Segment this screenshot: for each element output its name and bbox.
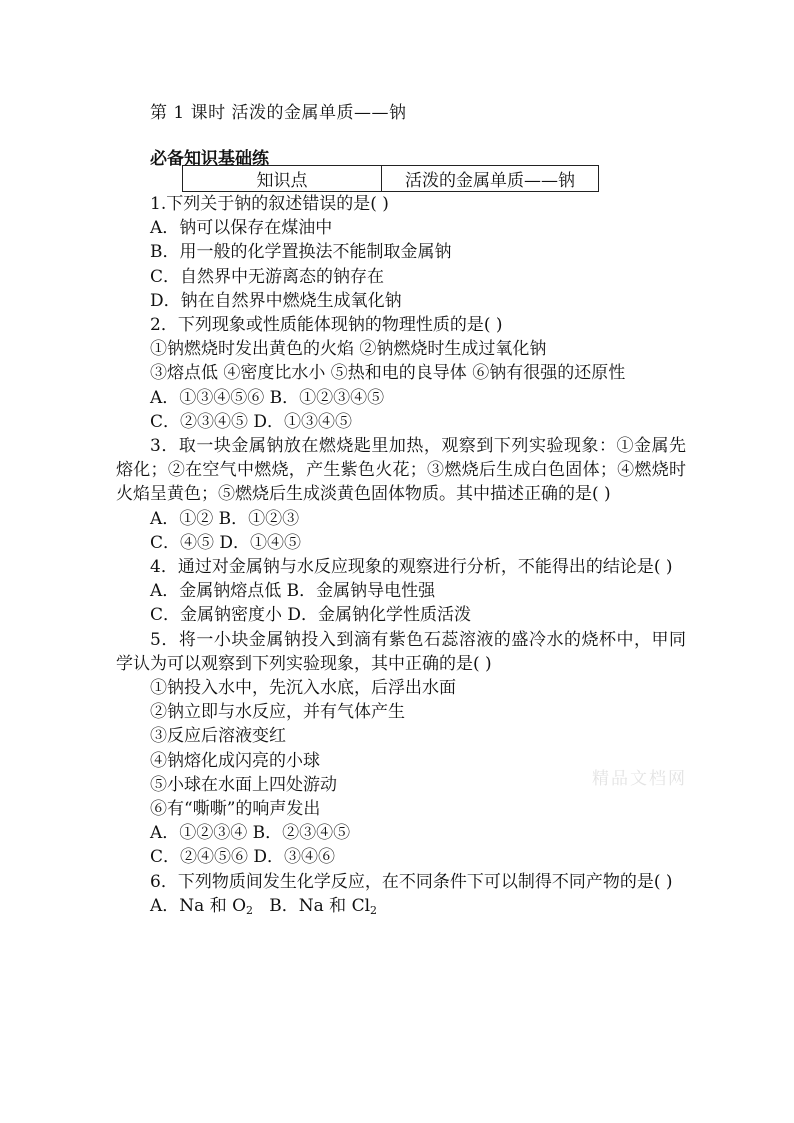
topic-table — [182, 165, 599, 192]
q1-option-b: B．用一般的化学置换法不能制取金属钠 — [150, 242, 452, 263]
q3-options-cd: C．④⑤ D．①④⑤ — [150, 532, 302, 553]
q5-statement-6: ⑥有“嘶嘶”的响声发出 — [150, 799, 321, 820]
q4-options-ab: A．金属钠熔点低 B．金属钠导电性强 — [150, 581, 436, 602]
topic-label-cell: 知识点 — [183, 166, 382, 192]
q5-statement-5: ⑤小球在水面上四处游动 — [150, 774, 337, 795]
q5-statement-3: ③反应后溶液变红 — [150, 726, 286, 747]
q5-options-ab: A．①②③④ B．②③④⑤ — [150, 823, 351, 844]
q4-options-cd: C．金属钠密度小 D．金属钠化学性质活泼 — [150, 605, 472, 626]
q5-statement-4: ④钠熔化成闪亮的小球 — [150, 750, 320, 771]
q3-stem: 3．取一块金属钠放在燃烧匙里加热，观察到下列实验现象：①金属先熔化；②在空气中燃烧，产生紫色火花；③燃烧后生成白色固体；④燃烧时火焰呈黄色；⑤燃烧后生成淡黄色固体物质。其中描述正确的是( ) — [116, 436, 686, 505]
q5-statement-2: ②钠立即与水反应，并有气体产生 — [150, 702, 405, 723]
q6-option-a-subscript: 2 — [246, 903, 254, 917]
q5-stem: 5．将一小块金属钠投入到滴有紫色石蕊溶液的盛冷水的烧杯中，甲同学认为可以观察到下列实验现象，其中正确的是( ) — [116, 629, 686, 674]
q5-options-cd: C．②④⑤⑥ D．③④⑥ — [150, 847, 336, 868]
lesson-title: 第 1 课时 活泼的金属单质——钠 — [150, 103, 407, 123]
q6-option-b-subscript: 2 — [370, 903, 378, 917]
q5-statement-1: ①钠投入水中，先沉入水底，后浮出水面 — [150, 678, 456, 699]
questions — [116, 192, 686, 918]
watermark: 精品文档网 — [592, 769, 687, 789]
q4-stem: 4．通过对金属钠与水反应现象的观察进行分析，不能得出的结论是( ) — [150, 557, 673, 578]
q6-option-b: B．Na 和 Cl — [253, 895, 371, 916]
q1-option-d: D．钠在自然界中燃烧生成氧化钠 — [150, 290, 402, 311]
q2-options-ab: A．①③④⑤⑥ B．①②③④⑤ — [150, 387, 385, 408]
q6-stem: 6．下列物质间发生化学反应，在不同条件下可以制得不同产物的是( ) — [150, 871, 673, 892]
q1-option-c: C．自然界中无游离态的钠存在 — [150, 266, 385, 287]
q1-option-a: A．钠可以保存在煤油中 — [150, 218, 333, 239]
q6-option-a: A．Na 和 O — [150, 895, 247, 916]
q3-options-ab: A．①② B．①②③ — [150, 508, 300, 529]
section-title: 必备知识基础练 — [150, 149, 269, 169]
q2-statements-2: ③熔点低 ④密度比水小 ⑤热和电的良导体 ⑥钠有很强的还原性 — [150, 363, 626, 384]
q2-statements-1: ①钠燃烧时发出黄色的火焰 ②钠燃烧时生成过氧化钠 — [150, 339, 547, 360]
q2-stem: 2．下列现象或性质能体现钠的物理性质的是( ) — [150, 315, 503, 336]
q1-stem: 1.下列关于钠的叙述错误的是( ) — [150, 194, 389, 214]
q6-options-ab — [116, 894, 686, 918]
q2-options-cd: C．②③④⑤ D．①③④⑤ — [150, 411, 353, 432]
topic-value-cell: 活泼的金属单质——钠 — [382, 166, 599, 192]
